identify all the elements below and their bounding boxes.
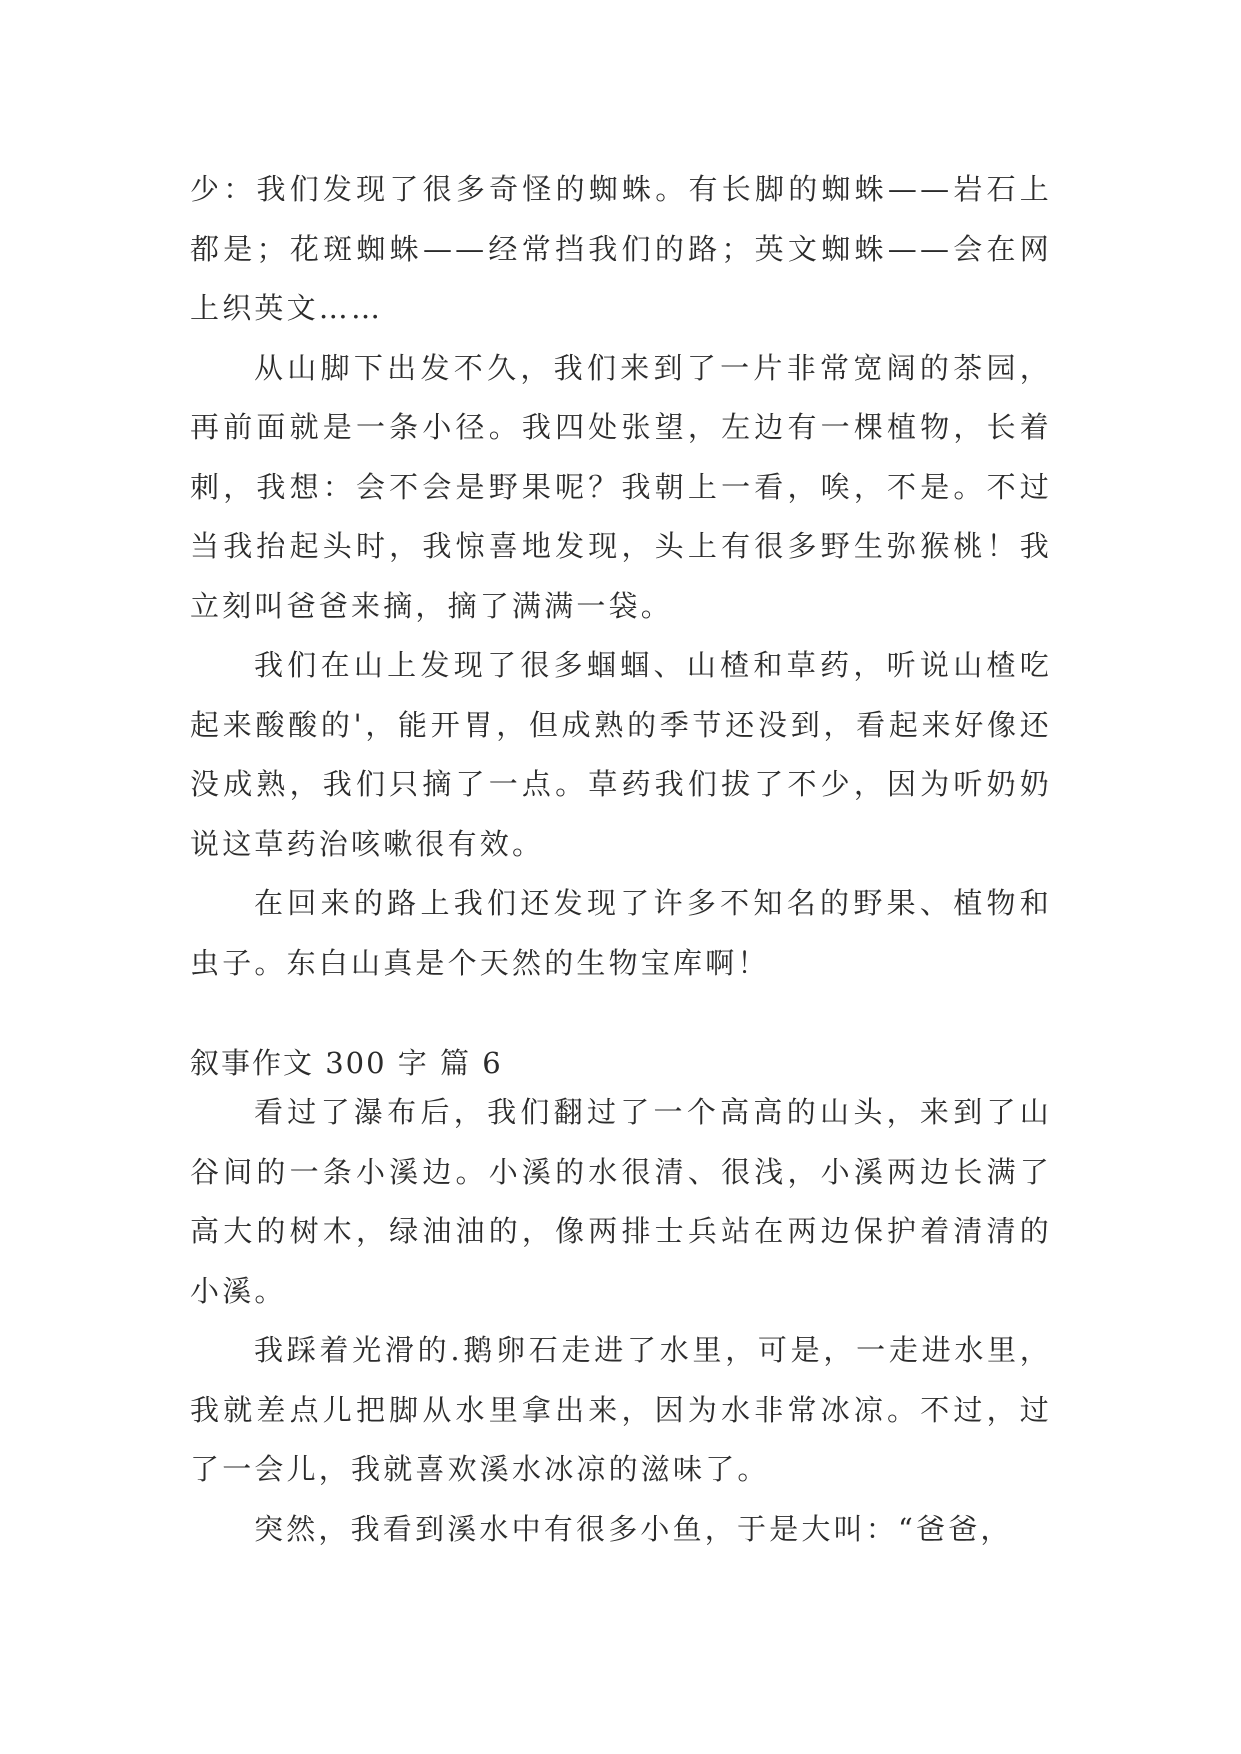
paragraph-fish: 突然，我看到溪水中有很多小鱼，于是大叫：“爸爸， <box>254 1511 1013 1546</box>
paragraph-tea-garden: 从山脚下出发不久，我们来到了一片非常宽阔的茶园，再前面就是一条小径。我四处张望，左边有一棵植物，长着刺，我想：会不会是野果呢？我朝上一看，唉，不是。不过当我抬起头时，我惊喜地发现，头上有很多野生弥猴桃！我立刻叫爸爸来摘，摘了满满一袋。 <box>190 350 1052 623</box>
essay-part-two <box>190 1083 1052 1559</box>
essay-part-one <box>190 160 1052 993</box>
paragraph-hawthorn: 我们在山上发现了很多蝈蝈、山楂和草药，听说山楂吃起来酸酸的'，能开胃，但成熟的季节还没到，看起来好像还没成熟，我们只摘了一点。草药我们拔了不少，因为听奶奶说这草药治咳嗽很有效。 <box>190 648 1052 861</box>
paragraph-way-back: 在回来的路上我们还发现了许多不知名的野果、植物和虫子。东白山真是个天然的生物宝库啊！ <box>190 886 1052 980</box>
section-heading: 叙事作文 300 字 篇 6 <box>190 1046 503 1080</box>
paragraph-spiders: 少：我们发现了很多奇怪的蜘蛛。有长脚的蜘蛛——岩石上都是；花斑蜘蛛——经常挡我们的路；英文蜘蛛——会在网上织英文…… <box>190 172 1052 325</box>
paragraph-creek: 看过了瀑布后，我们翻过了一个高高的山头，来到了山谷间的一条小溪边。小溪的水很清、很浅，小溪两边长满了高大的树木，绿油油的，像两排士兵站在两边保护着清清的小溪。 <box>190 1095 1052 1308</box>
paragraph-pebbles: 我踩着光滑的.鹅卵石走进了水里，可是，一走进水里，我就差点儿把脚从水里拿出来，因为水非常冰凉。不过，过了一会儿，我就喜欢溪水冰凉的滋味了。 <box>190 1333 1052 1486</box>
